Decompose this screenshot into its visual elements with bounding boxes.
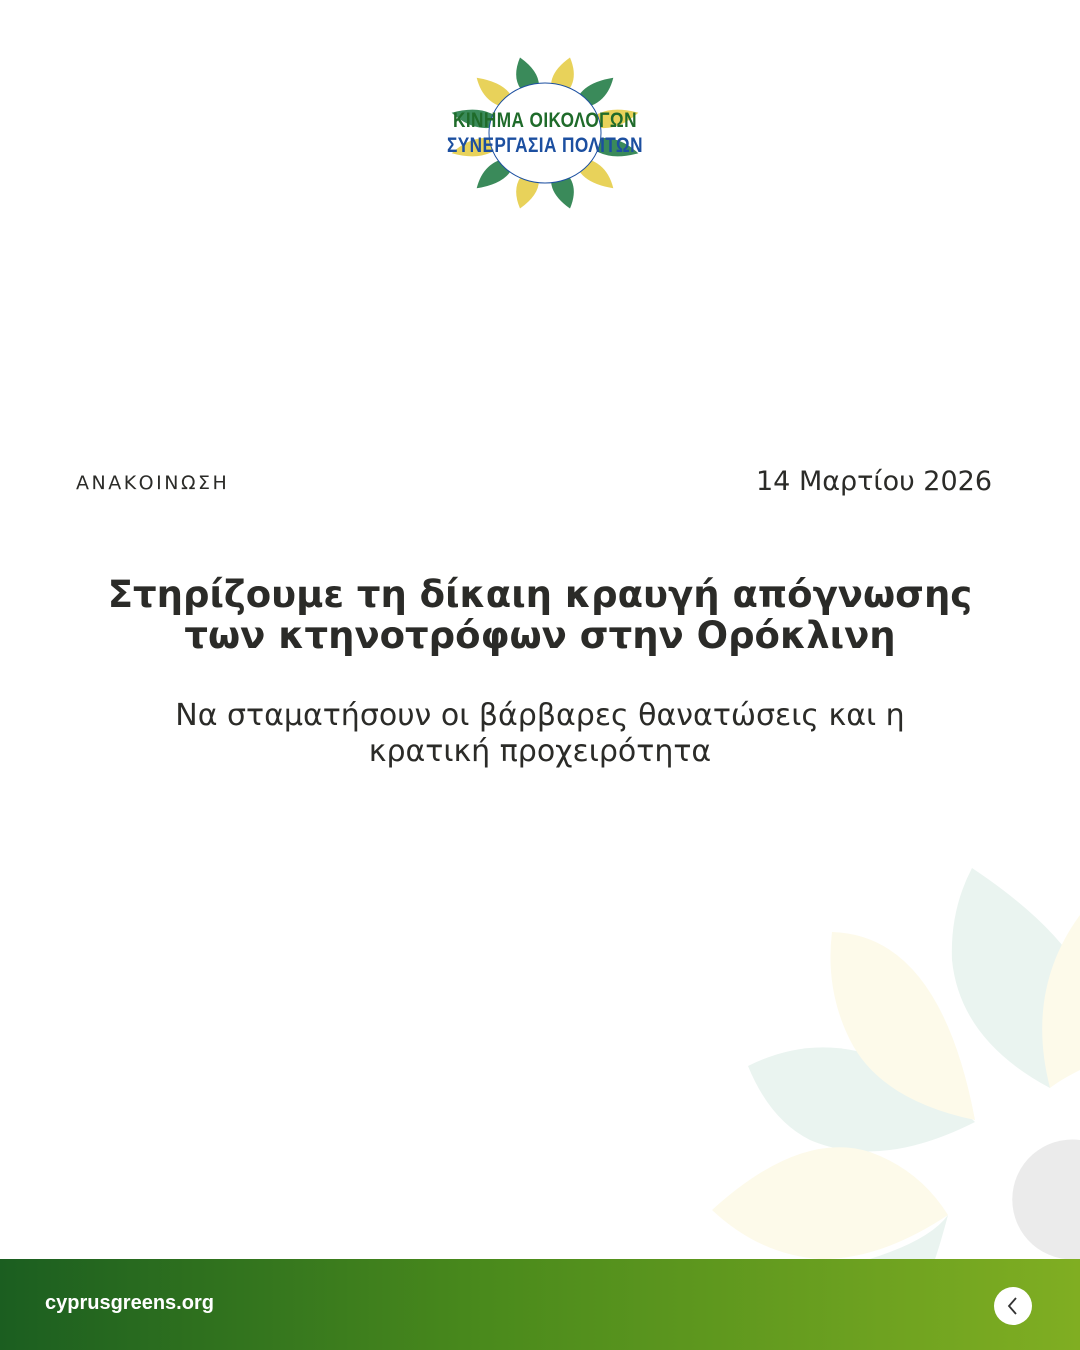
logo (425, 45, 665, 215)
back-button[interactable] (994, 1287, 1032, 1325)
subtitle-line: Να σταματήσουν οι βάρβαρες θανατώσεις και η (175, 698, 905, 733)
article-subtitle (60, 698, 1020, 770)
footer-bar (0, 1259, 1080, 1350)
publication-date: 14 Μαρτίου 2026 (756, 466, 992, 497)
title-line: Στηρίζουμε τη δίκαιη κραυγή απόγνωσης (107, 573, 973, 616)
article-title (60, 574, 1020, 656)
logo-line-1: ΚΙΝΗΜΑ ΟΙΚΟΛΟΓΩΝ (453, 109, 637, 132)
subtitle-line: κρατική προχειρότητα (368, 734, 712, 769)
title-line: των κτηνοτρόφων στην Ορόκλινη (184, 614, 896, 657)
logo-line-2: ΣΥΝΕΡΓΑΣΙΑ ΠΟΛΙΤΩΝ (447, 134, 643, 157)
website-link[interactable]: cyprusgreens.org (45, 1292, 214, 1314)
category-label: ΑΝΑΚΟΙΝΩΣΗ (76, 472, 230, 494)
chevron-left-icon (1005, 1296, 1021, 1316)
